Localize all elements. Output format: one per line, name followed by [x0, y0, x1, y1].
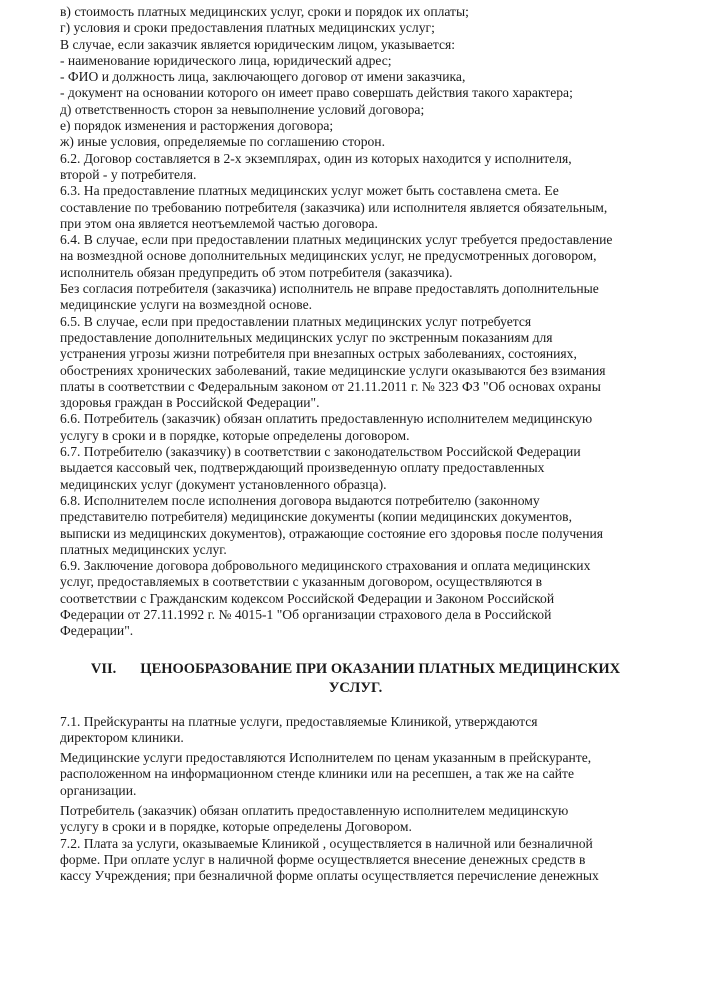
text-line: г) условия и сроки предоставления платных медицинских услуг; [60, 20, 435, 36]
text-line: Потребитель (заказчик) обязан оплатить предоставленную исполнителем медицинскую [60, 803, 569, 819]
text-line: соответствии с Гражданским кодексом Российской Федерации и Законом Российской [60, 590, 555, 606]
text-line: 7.2. Плата за услуги, оказываемые Клиникой , осуществляется в наличной или безналичной [60, 835, 593, 851]
section-heading-line-1 [60, 660, 651, 679]
text-line: предоставление дополнительных медицинских услуг по экстренным показаниям для [60, 329, 553, 345]
paragraph-6-3 [60, 183, 651, 232]
text-line: кассу Учреждения; при безналичной форме оплаты осуществляется перечисление денежных [60, 868, 599, 884]
paragraph-6-6 [60, 411, 651, 444]
text-line: составление по требованию потребителя (заказчика) или исполнителя является обязательным, [60, 199, 608, 215]
paragraph-6-9 [60, 558, 651, 639]
section-number: VII. [90, 660, 117, 677]
text-line: 6.6. Потребитель (заказчик) обязан оплатить предоставленную исполнителем медицинскую [60, 411, 593, 427]
text-line: е) порядок изменения и расторжения договора; [60, 118, 334, 134]
text-line: выписки из медицинских документов), отражающие состояние его здоровья после получения [60, 525, 604, 541]
paragraph-6-7 [60, 444, 651, 493]
text-line: на возмездной основе дополнительных медицинских услуг, не предусмотренных договором, [60, 248, 597, 264]
text-line: В случае, если заказчик является юридическим лицом, указывается: [60, 36, 456, 52]
text-line: - наименование юридического лица, юридический адрес; [60, 52, 392, 68]
text-line: организации. [60, 782, 137, 798]
section-heading [60, 660, 651, 698]
text-line: 6.2. Договор составляется в 2-х экземплярах, один из которых находится у исполнителя, [60, 150, 572, 166]
text-line: здоровья граждан в Российской Федерации". [60, 395, 320, 411]
text-line: Федерации". [60, 623, 134, 639]
text-line: 6.5. В случае, если при предоставлении платных медицинских услуг потребуется [60, 313, 532, 329]
paragraph-6-4 [60, 232, 651, 313]
paragraph-6-8 [60, 493, 651, 558]
section-heading-line-2: УСЛУГ. [328, 679, 383, 696]
text-line: 6.9. Заключение договора добровольного медицинского страхования и оплата медицинских [60, 558, 591, 574]
text-line: медицинские услуги на возмездной основе. [60, 297, 313, 313]
paragraph-7-1-prices [60, 750, 651, 799]
text-line: платных медицинских услуг. [60, 541, 227, 557]
text-line: устранения угрозы жизни потребителя при внезапных острых заболеваниях, состояниях, [60, 346, 577, 362]
paragraph-6-5 [60, 314, 651, 412]
text-line: Без согласия потребителя (заказчика) исполнитель не вправе предоставлять дополнительные [60, 281, 599, 297]
text-line: обострениях хронических заболеваний, такие медицинские услуги оказываются без взимания [60, 362, 606, 378]
text-line: услугу в сроки и в порядке, которые определены Договором. [60, 819, 412, 835]
text-line: при этом она является неотъемлемой частью договора. [60, 215, 378, 231]
text-line: представителю потребителя) медицинские документы (копии медицинских документов, [60, 509, 572, 525]
paragraph-7-2 [60, 836, 651, 885]
text-line: директором клиники. [60, 729, 184, 745]
text-line: 6.4. В случае, если при предоставлении платных медицинских услуг требуется предоставление [60, 232, 613, 248]
text-line: платы в соответствии с Федеральным законом от 21.11.2011 г. № 323 ФЗ "Об основах охраны [60, 378, 601, 394]
text-line: Медицинские услуги предоставляются Исполнителем по ценам указанным в прейскуранте, [60, 750, 592, 766]
text-line: 6.3. На предоставление платных медицинских услуг может быть составлена смета. Ее [60, 183, 559, 199]
text-line: услуг, предоставляемых в соответствии с указанным договором, осуществляются в [60, 574, 543, 590]
contract-terms-list [60, 4, 651, 151]
text-line: расположенном на информационном стенде клиники или на ресепшен, а так же на сайте [60, 766, 574, 782]
text-line: в) стоимость платных медицинских услуг, сроки и порядок их оплаты; [60, 4, 469, 19]
paragraph-7-1-payment [60, 803, 651, 836]
text-line: выдается кассовый чек, подтверждающий произведенную оплату предоставленных [60, 460, 545, 476]
text-line: 6.8. Исполнителем после исполнения договора выдаются потребителю (законному [60, 492, 540, 508]
text-line: - ФИО и должность лица, заключающего договор от имени заказчика, [60, 69, 466, 85]
text-line: - документ на основании которого он имеет право совершать действия такого характера; [60, 85, 573, 101]
text-line: исполнитель обязан предупредить об этом потребителя (заказчика). [60, 264, 453, 280]
paragraph-6-2 [60, 151, 651, 184]
text-line: ж) иные условия, определяемые по соглашению сторон. [60, 134, 385, 150]
text-line: 6.7. Потребителю (заказчику) в соответствии с законодательством Российской Федерации [60, 444, 581, 460]
section-title-text: ЦЕНООБРАЗОВАНИЕ ПРИ ОКАЗАНИИ ПЛАТНЫХ МЕДИЦИНСКИХ [140, 660, 621, 677]
paragraph-7-1 [60, 714, 651, 747]
text-line: д) ответственность сторон за невыполнение условий договора; [60, 101, 425, 117]
text-line: форме. При оплате услуг в наличной форме осуществляется внесение денежных средств в [60, 851, 586, 867]
text-line: 7.1. Прейскуранты на платные услуги, предоставляемые Клиникой, утверждаются [60, 713, 538, 729]
text-line: второй - у потребителя. [60, 166, 197, 182]
text-line: услугу в сроки и в порядке, которые определены договором. [60, 427, 410, 443]
text-line: медицинских услуг (документ установленного образца). [60, 476, 387, 492]
text-line: Федерации от 27.11.1992 г. № 4015-1 "Об организации страхового дела в Российской [60, 606, 552, 622]
